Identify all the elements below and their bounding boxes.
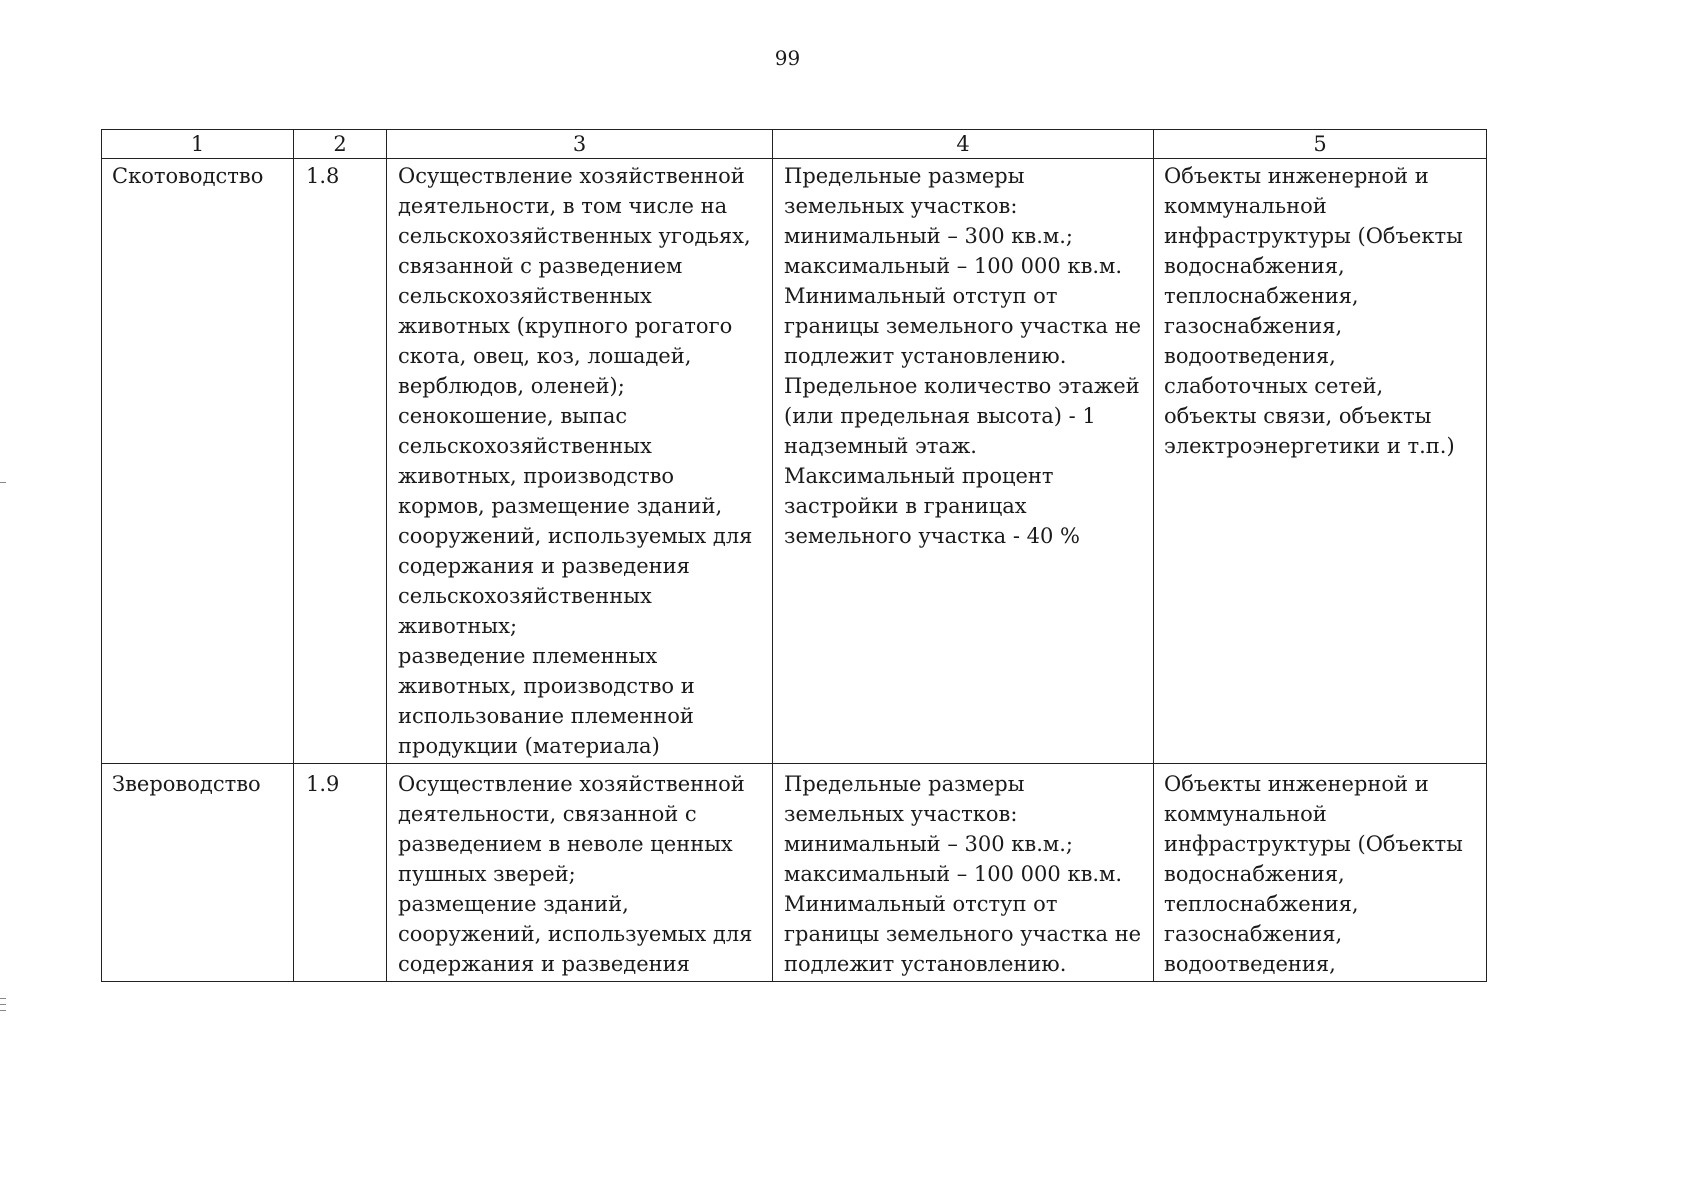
land-use-code-cell [294, 159, 387, 764]
column-header-4: 4 [773, 130, 1154, 159]
column-header-1: 1 [102, 130, 294, 159]
table-header-row [102, 130, 1487, 159]
table-row [102, 159, 1487, 764]
land-use-name-cell [102, 159, 294, 764]
plot-parameters-cell [773, 159, 1154, 764]
land-use-code: 1.8 [306, 164, 340, 188]
land-use-description-cell [387, 159, 773, 764]
column-header-2: 2 [294, 130, 387, 159]
land-use-name-cell [102, 764, 294, 982]
plot-parameters-cell [773, 764, 1154, 982]
infrastructure-cell [1154, 764, 1487, 982]
land-use-code: 1.9 [306, 772, 340, 796]
scan-margin-mark [0, 482, 6, 483]
plot-parameters: Предельные размеры земельных участков: минимальный – 300 кв.м.; максимальный – 100 000 кв.м. Минимальный отступ от границы земельного участка не подлежит установлению. [784, 772, 1142, 976]
infrastructure-cell [1154, 159, 1487, 764]
land-use-code-cell [294, 764, 387, 982]
plot-parameters: Предельные размеры земельных участков: минимальный – 300 кв.м.; максимальный – 100 000 кв.м. Минимальный отступ от границы земельного участка не подлежит установлению. Предельное количество этажей (или предельная высота) - 1 надземный этаж. Максимальный процент застройки в границах земельного участка - 40 % [784, 164, 1142, 548]
land-use-description-cell [387, 764, 773, 982]
page-number: 99 [774, 46, 801, 70]
scan-margin-mark [0, 1004, 6, 1005]
scan-margin-mark [0, 1010, 6, 1011]
land-use-description: Осуществление хозяйственной деятельности, в том числе на сельскохозяйственных угодьях, связанной с разведением сельскохозяйственных животных (крупного рогатого скота, овец, коз, лошадей, верблюдов, оленей); сенокошение, выпас сельскохозяйственных животных, производство кормов, размещение зданий, сооружений, используемых для содержания и разведения сельскохозяйственных животных; разведение племенных животных, производство и использование племенной продукции (материала) [398, 164, 753, 758]
scan-margin-mark [0, 998, 6, 999]
land-use-name: Скотоводство [112, 164, 264, 188]
column-header-3: 3 [387, 130, 773, 159]
infrastructure-objects: Объекты инженерной и коммунальной инфраструктуры (Объекты водоснабжения, теплоснабжения, газоснабжения, водоотведения, [1164, 772, 1463, 976]
land-use-table [101, 129, 1487, 982]
land-use-name: Звероводство [112, 772, 261, 796]
land-use-description: Осуществление хозяйственной деятельности, связанной с разведением в неволе ценных пушных зверей; размещение зданий, сооружений, используемых для содержания и разведения [398, 772, 753, 976]
table-row [102, 764, 1487, 982]
column-header-5: 5 [1154, 130, 1487, 159]
infrastructure-objects: Объекты инженерной и коммунальной инфраструктуры (Объекты водоснабжения, теплоснабжения, газоснабжения, водоотведения, слаботочных сетей, объекты связи, объекты электроэнергетики и т.п.) [1164, 164, 1463, 458]
